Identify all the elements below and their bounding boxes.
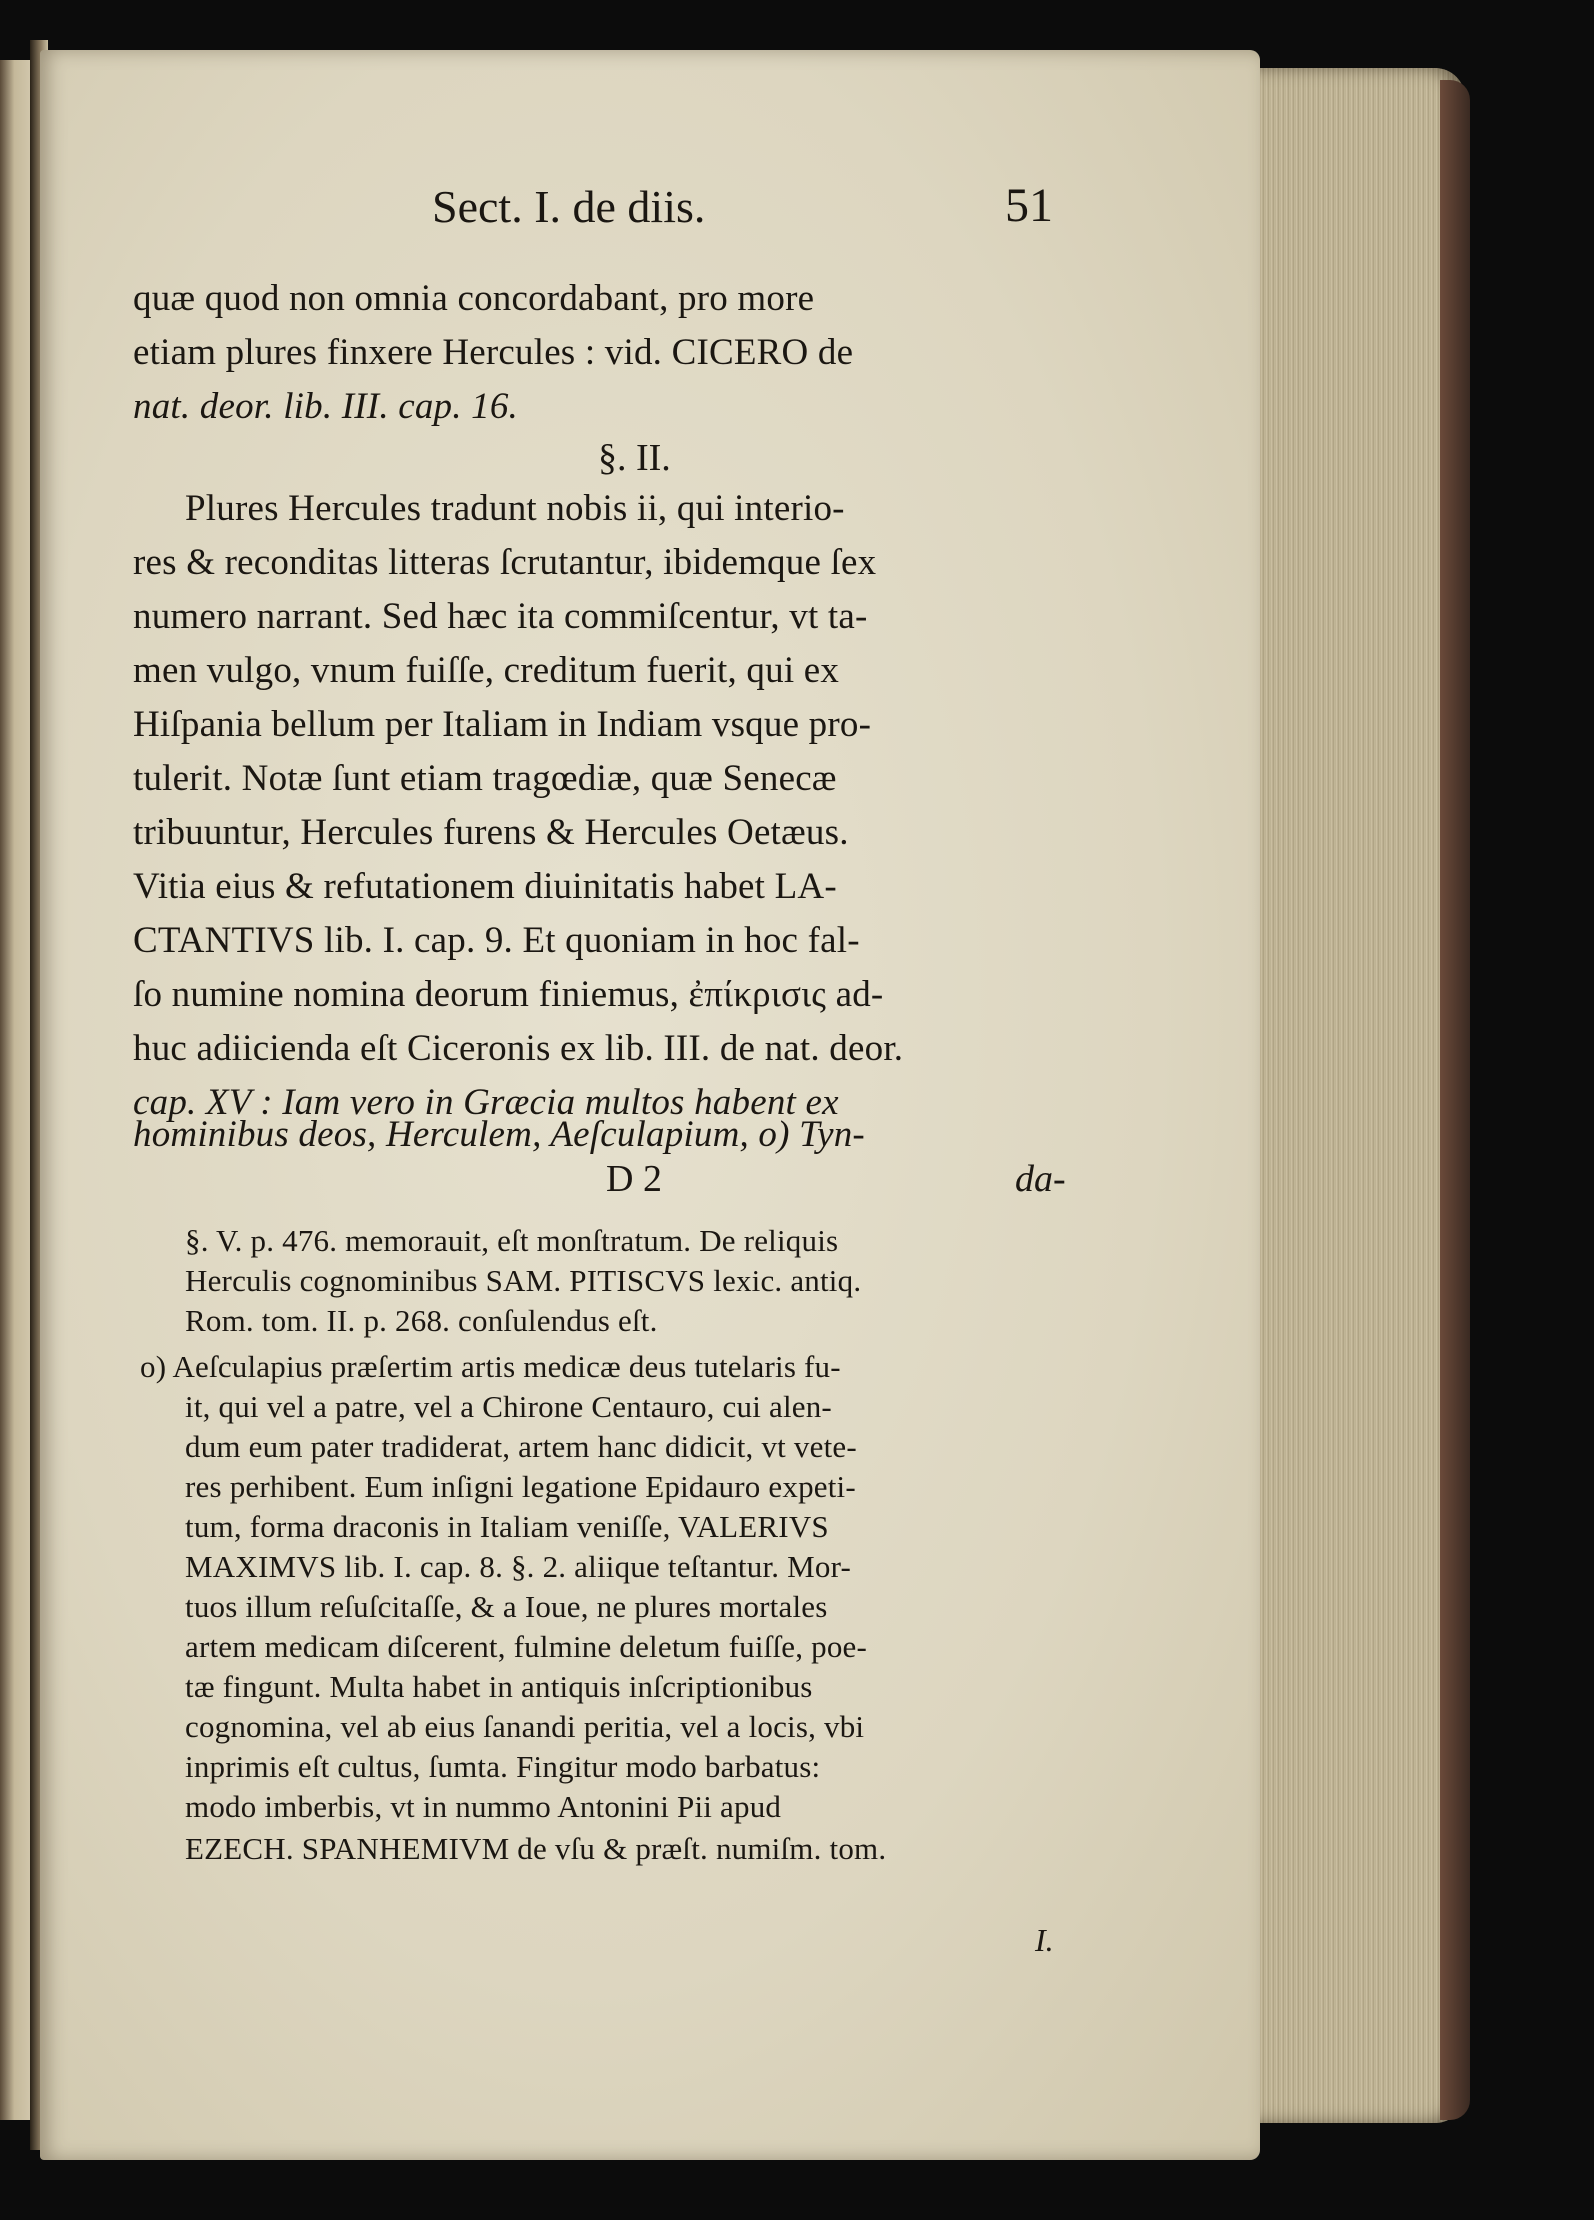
page-block-edges xyxy=(1255,68,1465,2123)
page-number: 51 xyxy=(1005,179,1053,232)
footnote-line: o) Aeſculapius præſertim artis medicæ deus tutelaris fu- xyxy=(140,1349,841,1384)
footnote-line: res perhibent. Eum inſigni legatione Epidauro expeti- xyxy=(185,1469,856,1504)
footnote-line: dum eum pater tradiderat, artem hanc didicit, vt vete- xyxy=(185,1429,857,1464)
paragraph-line: hominibus deos, Herculem, Aeſculapium, o) Tyn- xyxy=(133,1114,865,1155)
body-line: nat. deor. lib. III. cap. 16. xyxy=(133,386,518,427)
paragraph-line: huc adiicienda eſt Ciceronis ex lib. III. de nat. deor. xyxy=(133,1028,904,1069)
body-line: etiam plures finxere Hercules : vid. CICERO de xyxy=(133,332,854,373)
paragraph-line: res & reconditas litteras ſcrutantur, ibidemque ſex xyxy=(133,542,877,583)
paragraph-line: Vitia eius & refutationem diuinitatis habet LA- xyxy=(133,866,837,907)
footnote-line: modo imberbis, vt in nummo Antonini Pii apud xyxy=(185,1789,782,1824)
footnote-line: Rom. tom. II. p. 268. conſulendus eſt. xyxy=(185,1303,658,1338)
footnote-line: Herculis cognominibus SAM. PITISCVS lexic. antiq. xyxy=(185,1263,862,1298)
paragraph-line: tribuuntur, Hercules furens & Hercules Oetæus. xyxy=(133,812,849,853)
footnote-catchword: I. xyxy=(1035,1922,1054,1958)
footnote-line: tæ fingunt. Multa habet in antiquis inſcriptionibus xyxy=(185,1669,813,1704)
section-heading: §. II. xyxy=(598,437,671,479)
footnote-line: §. V. p. 476. memorauit, eſt monſtratum. De reliquis xyxy=(185,1223,839,1258)
footnote-line: tum, forma draconis in Italiam veniſſe, VALERIVS xyxy=(185,1509,829,1544)
signature-mark: D 2 xyxy=(606,1158,662,1200)
paragraph-line: Hiſpania bellum per Italiam in Indiam vsque pro- xyxy=(133,704,872,745)
footnote-line: inprimis eſt cultus, ſumta. Fingitur modo barbatus: xyxy=(185,1749,821,1784)
paragraph-line: tulerit. Notæ ſunt etiam tragœdiæ, quæ Senecæ xyxy=(133,758,837,799)
footnote-line: tuos illum reſuſcitaſſe, & a Ioue, ne plures mortales xyxy=(185,1589,828,1624)
footnote-line: MAXIMVS lib. I. cap. 8. §. 2. aliique teſtantur. Mor- xyxy=(185,1549,852,1584)
footnote-line: cognomina, vel ab eius ſanandi peritia, vel a locis, vbi xyxy=(185,1709,865,1744)
paragraph-line: numero narrant. Sed hæc ita commiſcentur, vt ta- xyxy=(133,596,868,637)
body-line: quæ quod non omnia concordabant, pro more xyxy=(133,278,815,319)
catchword: da- xyxy=(1015,1158,1066,1200)
paragraph-line: men vulgo, vnum fuiſſe, creditum fuerit, qui ex xyxy=(133,650,840,691)
paragraph-line: ſo numine nomina deorum finiemus, ἐπίκρισις ad- xyxy=(133,974,884,1015)
paragraph-line: CTANTIVS lib. I. cap. 9. Et quoniam in hoc fal- xyxy=(133,920,860,961)
footnote-line: it, qui vel a patre, vel a Chirone Centauro, cui alen- xyxy=(185,1389,832,1424)
book-cover-edge xyxy=(1440,80,1470,2120)
paragraph-line: Plures Hercules tradunt nobis ii, qui interio- xyxy=(185,488,845,529)
paragraph-line: cap. XV : Iam vero in Græcia multos habent ex xyxy=(133,1082,839,1123)
running-header-title: Sect. I. de diis. xyxy=(432,181,706,232)
footnote-line: EZECH. SPANHEMIVM de vſu & præſt. numiſm. tom. xyxy=(185,1831,887,1866)
footnote-line: artem medicam diſcerent, fulmine deletum fuiſſe, poe- xyxy=(185,1629,868,1664)
